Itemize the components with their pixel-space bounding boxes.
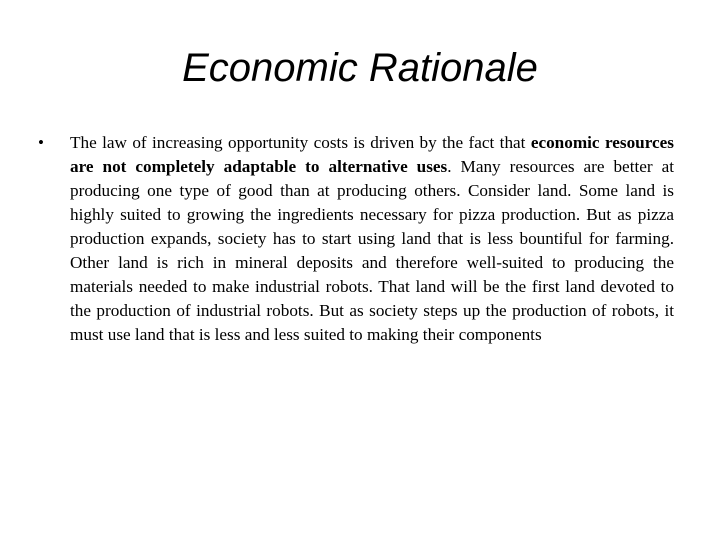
bullet-marker-icon: • — [38, 133, 44, 152]
bullet-item — [38, 131, 674, 347]
bullet-list — [38, 131, 674, 347]
bullet-text-rest: . Many resources are better at producing one type of good than at producing others. Consider land. Some land is highly suited to growing the ingredients necessary for pizza production. But as pizza production expands, society has to start using land that is less bountiful for farming. Other land is rich in mineral deposits and therefore well-suited to producing the materials needed to make industrial robots. That land will be the first land devoted to the production of industrial robots. But as society steps up the production of robots, it must use land that is less and less suited to making their components — [70, 157, 674, 344]
bullet-text-lead: The law of increasing opportunity costs is driven by the fact that — [70, 133, 531, 152]
bullet-text-emphasis: economic resources are not completely adaptable to alternative uses — [70, 133, 674, 176]
slide-title: Economic Rationale — [182, 46, 538, 90]
